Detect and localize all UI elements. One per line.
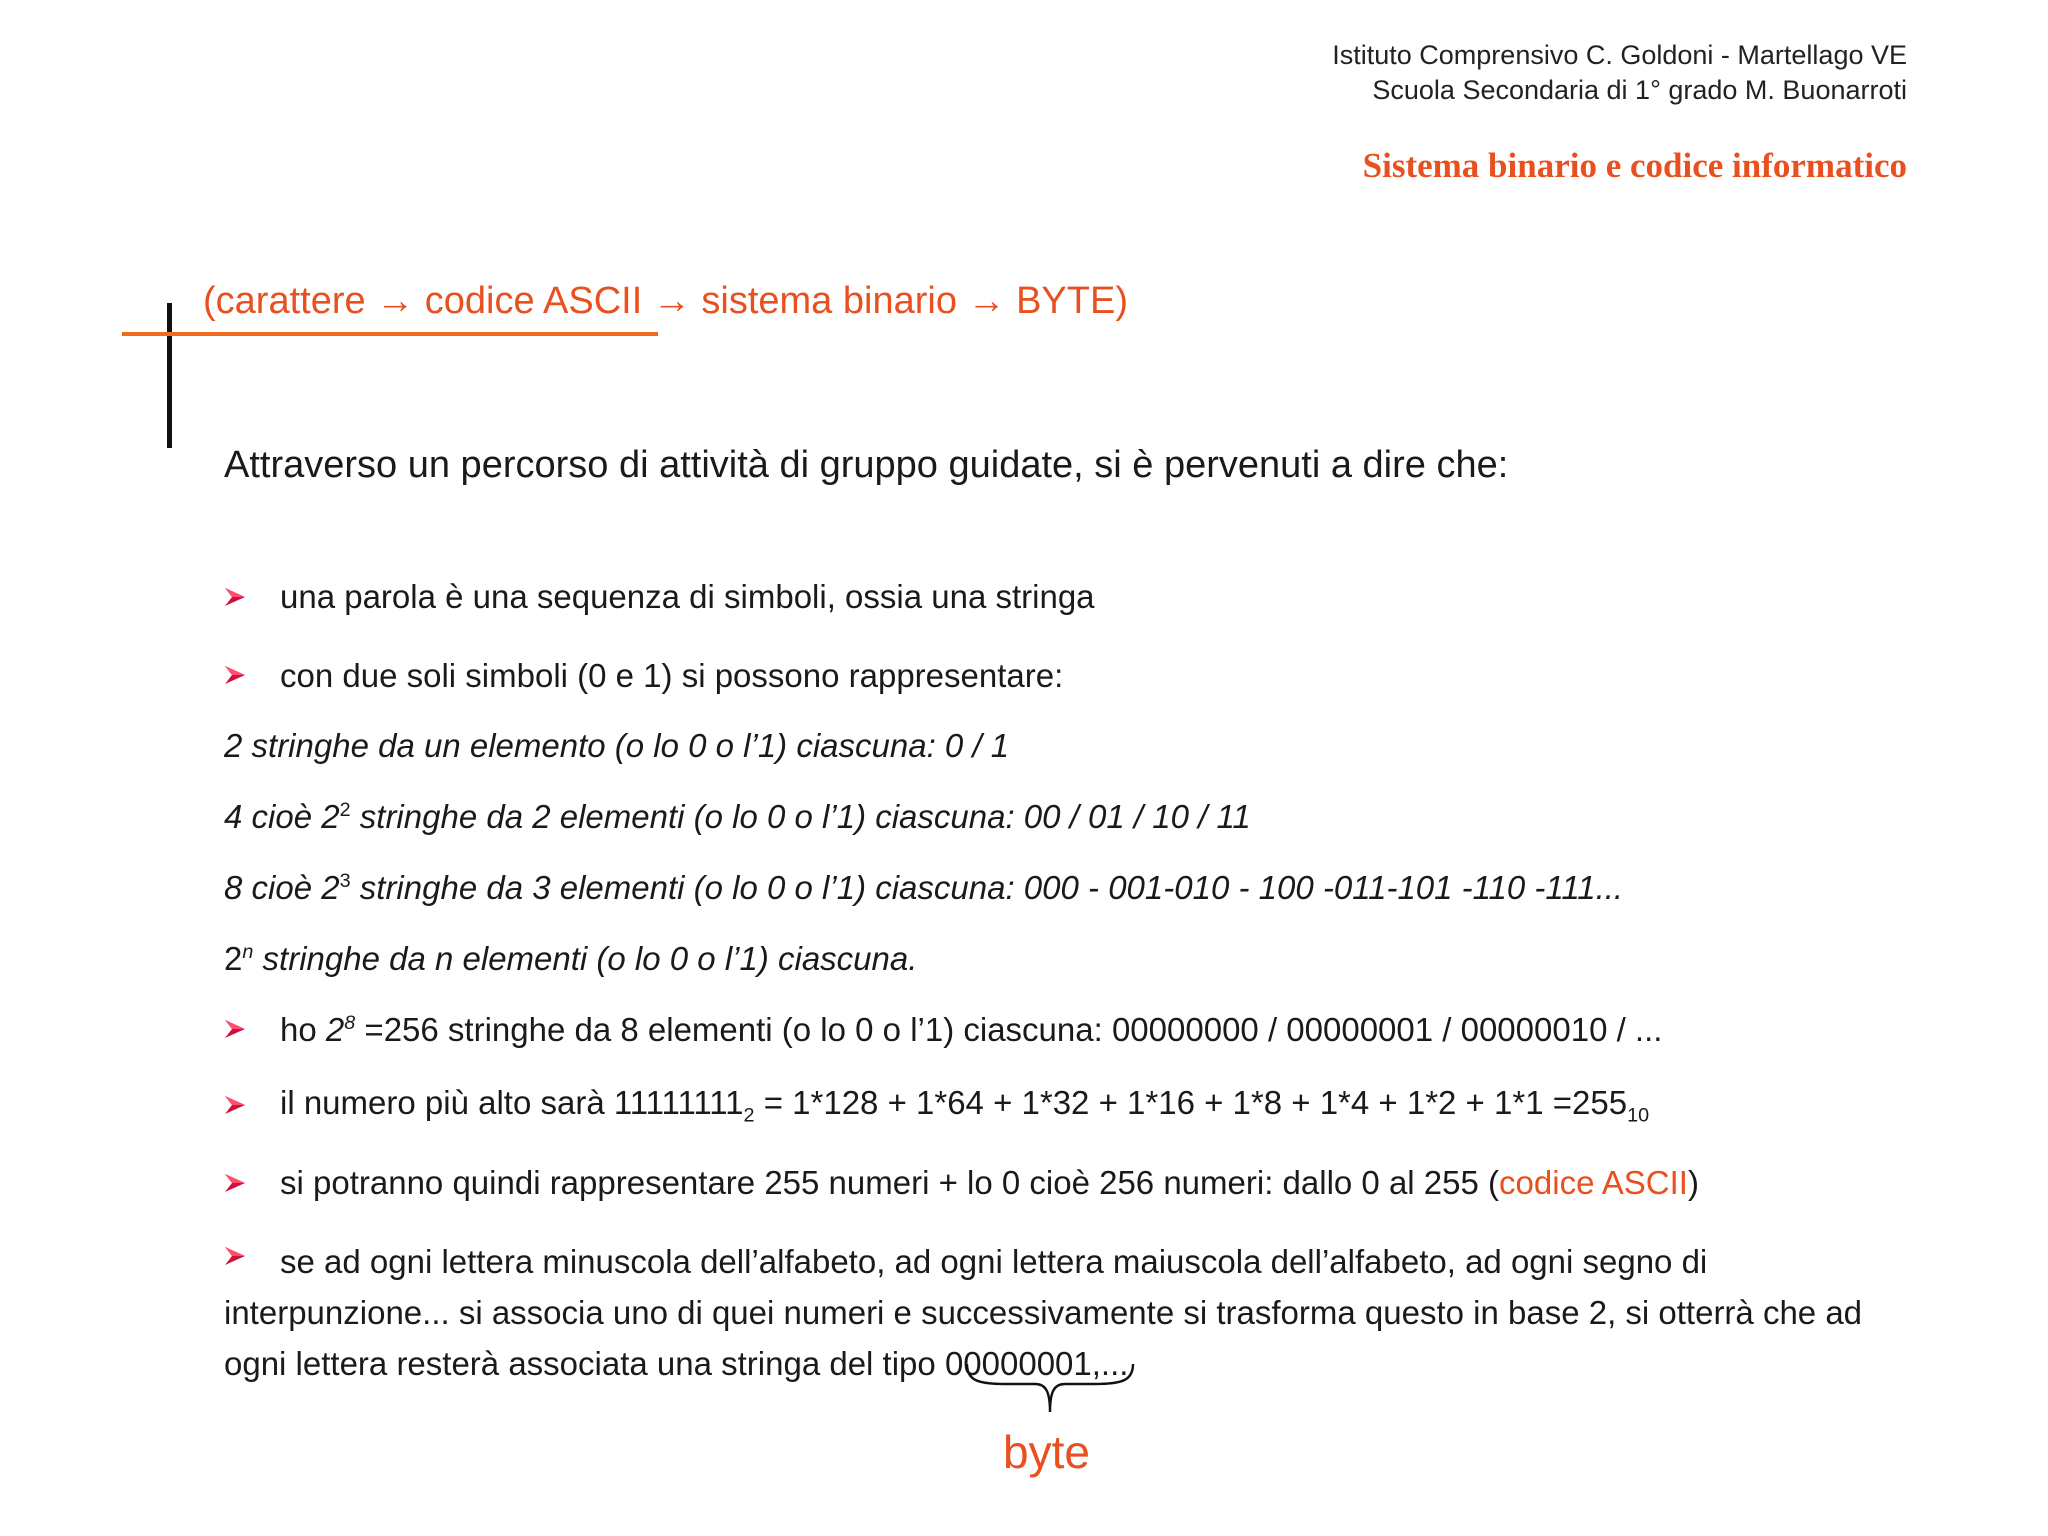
bullet-text-eight-elements: ho $2^8 =256$ stringhe da 8 elementi (o lo 0 o l’1) ciascuna: 00000000 / 00000001 / 00000010 / ... — [280, 1011, 1663, 1048]
strings-three-elements: 8 cioè $2^3$ stringhe da 3 elementi (o lo 0 o l’1) ciascuna: 000 - 001-010 - 100 -011-101 -110 -111... — [224, 869, 1624, 906]
bullet-text-highest-number: il numero più alto sarà $11111111_2 = 1*128 + 1*64 + 1*32 + 1*16 + 1*8 + 1*4 + 1*2 + 1*1 =255_{10}$ — [280, 1084, 1650, 1127]
school-name: Istituto Comprensivo C. Goldoni - Martellago VE — [1332, 40, 1907, 70]
arrowhead-bullet-icon — [224, 1094, 246, 1116]
bullet-text-two-symbols: con due soli simboli (0 e 1) si possono rappresentare: — [280, 657, 1064, 694]
byte-label: byte — [1003, 1426, 1090, 1478]
bullet-text-256-numbers: si potranno quindi rappresentare 255 numeri + lo 0 cioè 256 numeri: dallo 0 al 255 (codice ASCII) — [280, 1164, 1699, 1201]
page-title: Sistema binario e codice informatico — [1362, 146, 1907, 185]
bullet-text-letter-association: se ad ogni lettera minuscola dell’alfabeto, ad ogni lettera maiuscola dell’alfabeto, ad ogni segno di interpunzione... si associa uno di quei numeri e successivamente si trasforma questo in base 2, si otterrà che ad ogni lettera resterà associata una stringa del tipo 00000001,... — [224, 1243, 1863, 1382]
horizontal-accent-bar — [122, 332, 658, 336]
section-subtitle: (carattere → codice ASCII → sistema binario → BYTE) — [203, 280, 1128, 322]
ascii-code-highlight: codice ASCII — [1499, 1164, 1688, 1201]
curly-brace-icon — [965, 1362, 1135, 1414]
school-division: Scuola Secondaria di 1° grado M. Buonarroti — [1372, 75, 1907, 105]
byte-example-code: 00000001 — [944, 1345, 1092, 1382]
intro-text: Attraverso un percorso di attività di gruppo guidate, si è pervenuti a dire che: — [224, 444, 1509, 486]
arrowhead-bullet-icon — [224, 1018, 246, 1040]
arrowhead-bullet-icon — [224, 1172, 246, 1194]
arrowhead-bullet-icon — [224, 664, 246, 686]
arrowhead-bullet-icon — [224, 586, 246, 608]
bullet-text-word-definition: una parola è una sequenza di simboli, ossia una stringa — [280, 578, 1095, 615]
vertical-accent-bar — [167, 303, 172, 448]
strings-two-elements: 4 cioè $2^2$ stringhe da 2 elementi (o lo 0 o l’1) ciascuna: 00 / 01 / 10 / 11 — [224, 798, 1251, 835]
strings-n-elements: 2$^n$ stringhe da n elementi (o lo 0 o l’1) ciascuna. — [224, 940, 918, 977]
strings-one-element: 2 stringhe da un elemento (o lo 0 o l’1) ciascuna: 0 / 1 — [224, 727, 1010, 764]
